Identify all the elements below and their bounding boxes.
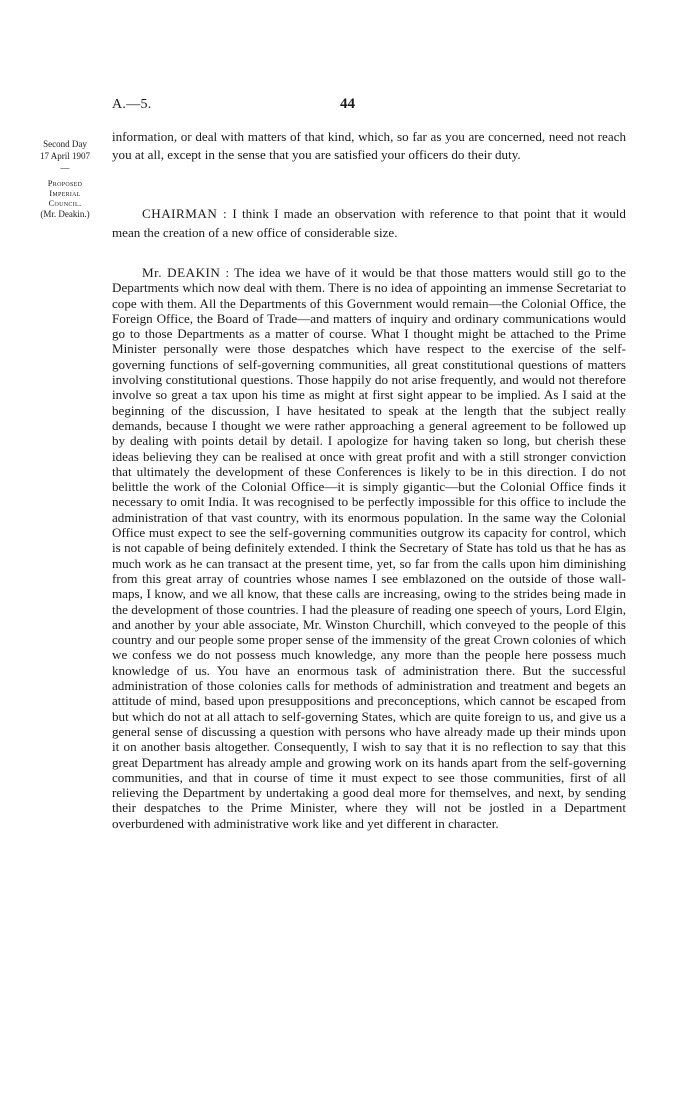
- paragraph-text: information, or deal with matters of that kind, which, so far as you are concerned, need not reach you at all, except in the sense that you are satisfied your officers do their duty.: [112, 129, 626, 162]
- page-number: 44: [340, 96, 355, 112]
- paragraph-chairman-text: I think I made an observation with reference to that point that it would mean the creation of a new office of considerable size.: [112, 206, 626, 240]
- paragraph-deakin-text: The idea we have of it would be that those matters would still go to the Departments which now deal with them. There is no idea of appointing an immense Secretariat to cope with them. All the Departments of this Government would remain—the Colonial Office, the Foreign Office, the Board of Trade—and matters of inquiry and ordinary communications would go to those Departments as a matter of course. What I thought might be attached to the Prime Minister personally were those despatches which have respect to the exercise of the self-governing functions of self-governing communities, all great constitutional questions of matters involving constitutional questions. Those happily do not arise frequently, and would not therefore involve so great a tax upon his time as might at first sight appear to be implied. As I said at the beginning of the discussion, I have hesitated to speak at the length that the subject really demands, because I thought we were rather approaching a general agreement to be followed up by dealing with points detail by detail. I apologize for having taken so long, but cherish these ideas believing they can be realised at once with great profit and with a still stronger conviction that ultimately the development of these Conferences is likely to be in this direction. I do not belittle the work of the Colonial Office—it is simply gigantic—but the Colonial Office finds it necessary to omit India. It was recognised to be perfectly impossible for this office to include the administration of that vast country, with its enormous population. In the same way the Colonial Office must expect to see the self-governing communities outgrow its capacity for control, which is not capable of being definitely extended. I think the Secretary of State has told us that he has as much work as he can transact at the present time, yet, so far from the calls upon him diminishing from this great array of countries whose names I see emblazoned on the outside of those wall-maps, I know, and we all know, that these calls are increasing, owing to the strides being made in the development of those countries. I had the pleasure of reading one speech of yours, Lord Elgin, and another by your able associate, Mr. Winston Churchill, which conveyed to the people of this country and our people some proper sense of the immensity of the great Crown colonies of which we confess we do not possess much knowledge, any more than the people here possess much knowledge of us. You have an enormous task of administration there. But the successful administration of those colonies calls for methods of administration and treatment and begets an attitude of mind, based upon presuppositions and preconceptions, which cannot be escaped from but which do not at all attach to self-governing States, which are quite foreign to us, and give us a general sense of discussing a question with persons who have already made up their minds upon it on another basis altogether. Consequently, I wish to say that it is no reflection to say that this great Department has already ample and growing work on its hands apart from the self-governing communities, and that in course of time it must expect to see those communities, first of all relieving the Department by undertaking a good deal more for themselves, and next, by sending their despatches to the Prime Minister, where they will not be jostled in a Department overburdened with administrative work like and yet different in character.: [112, 265, 626, 831]
- paragraph-deakin-body: [112, 265, 626, 831]
- margin-speaker: (Mr. Deakin.): [40, 209, 90, 219]
- paragraph-chairman-body: [112, 204, 626, 242]
- paragraph-continuation: [112, 128, 626, 163]
- margin-topic-line3: Council.: [48, 198, 82, 208]
- margin-dash: —: [60, 163, 70, 173]
- document-reference: A.—5.: [112, 97, 152, 112]
- speaker-chairman: CHAIRMAN :: [142, 206, 228, 221]
- speaker-deakin: Mr. DEAKIN :: [142, 265, 230, 280]
- margin-topic-line2: Imperial: [49, 188, 81, 198]
- paragraph-deakin: [112, 265, 626, 831]
- margin-topic-line1: Proposed: [47, 178, 83, 188]
- margin-date: 17 April 1907: [39, 151, 90, 161]
- margin-day: Second Day: [43, 139, 87, 149]
- paragraph-chairman: [112, 204, 626, 242]
- margin-notes: [28, 138, 102, 220]
